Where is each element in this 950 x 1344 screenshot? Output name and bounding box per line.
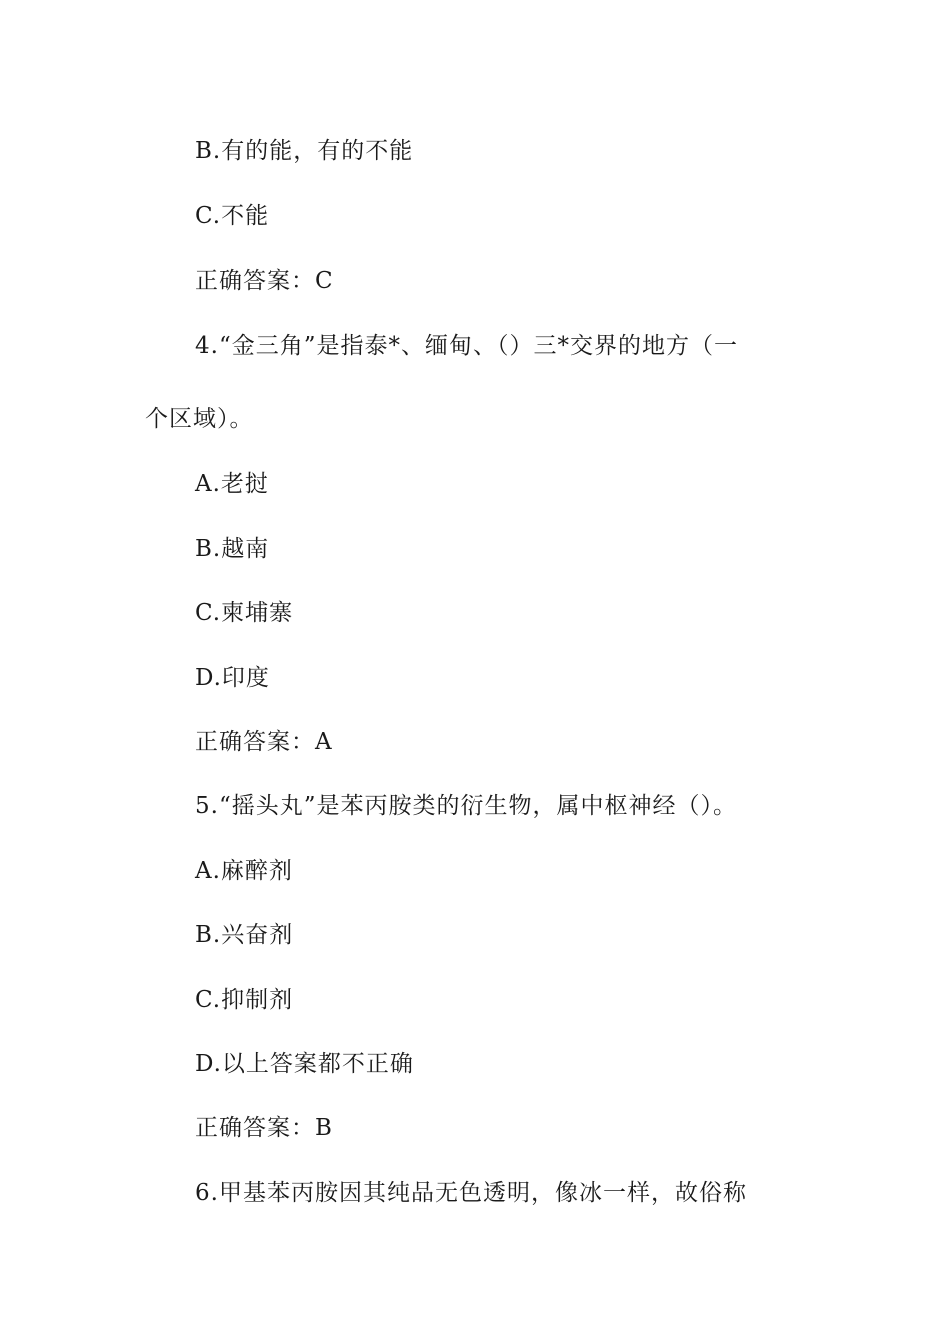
question-4: 4.“金三角”是指泰*、缅甸、（）三*交界的地方（一 bbox=[195, 333, 738, 359]
question-4-continued: 个区域）。 bbox=[145, 406, 254, 432]
question-6: 6.甲基苯丙胺因其纯品无色透明，像冰一样，故俗称 bbox=[195, 1180, 747, 1206]
answer-q4: 正确答案：A bbox=[195, 729, 333, 755]
option-a-q5: A.麻醉剂 bbox=[195, 858, 293, 884]
question-5: 5.“摇头丸”是苯丙胺类的衍生物，属中枢神经（）。 bbox=[195, 793, 737, 819]
answer-q5: 正确答案：B bbox=[195, 1115, 333, 1141]
answer-q3: 正确答案：C bbox=[195, 268, 334, 294]
option-c-q3: C.不能 bbox=[195, 203, 270, 229]
option-d-q4: D.印度 bbox=[195, 665, 270, 691]
option-b-q4: B.越南 bbox=[195, 536, 270, 562]
option-d-q5: D.以上答案都不正确 bbox=[195, 1051, 414, 1077]
option-b-q3: B.有的能，有的不能 bbox=[195, 138, 414, 164]
option-c-q4: C.柬埔寨 bbox=[195, 600, 294, 626]
option-c-q5: C.抑制剂 bbox=[195, 987, 294, 1013]
option-b-q5: B.兴奋剂 bbox=[195, 922, 294, 948]
option-a-q4: A.老挝 bbox=[195, 471, 269, 497]
